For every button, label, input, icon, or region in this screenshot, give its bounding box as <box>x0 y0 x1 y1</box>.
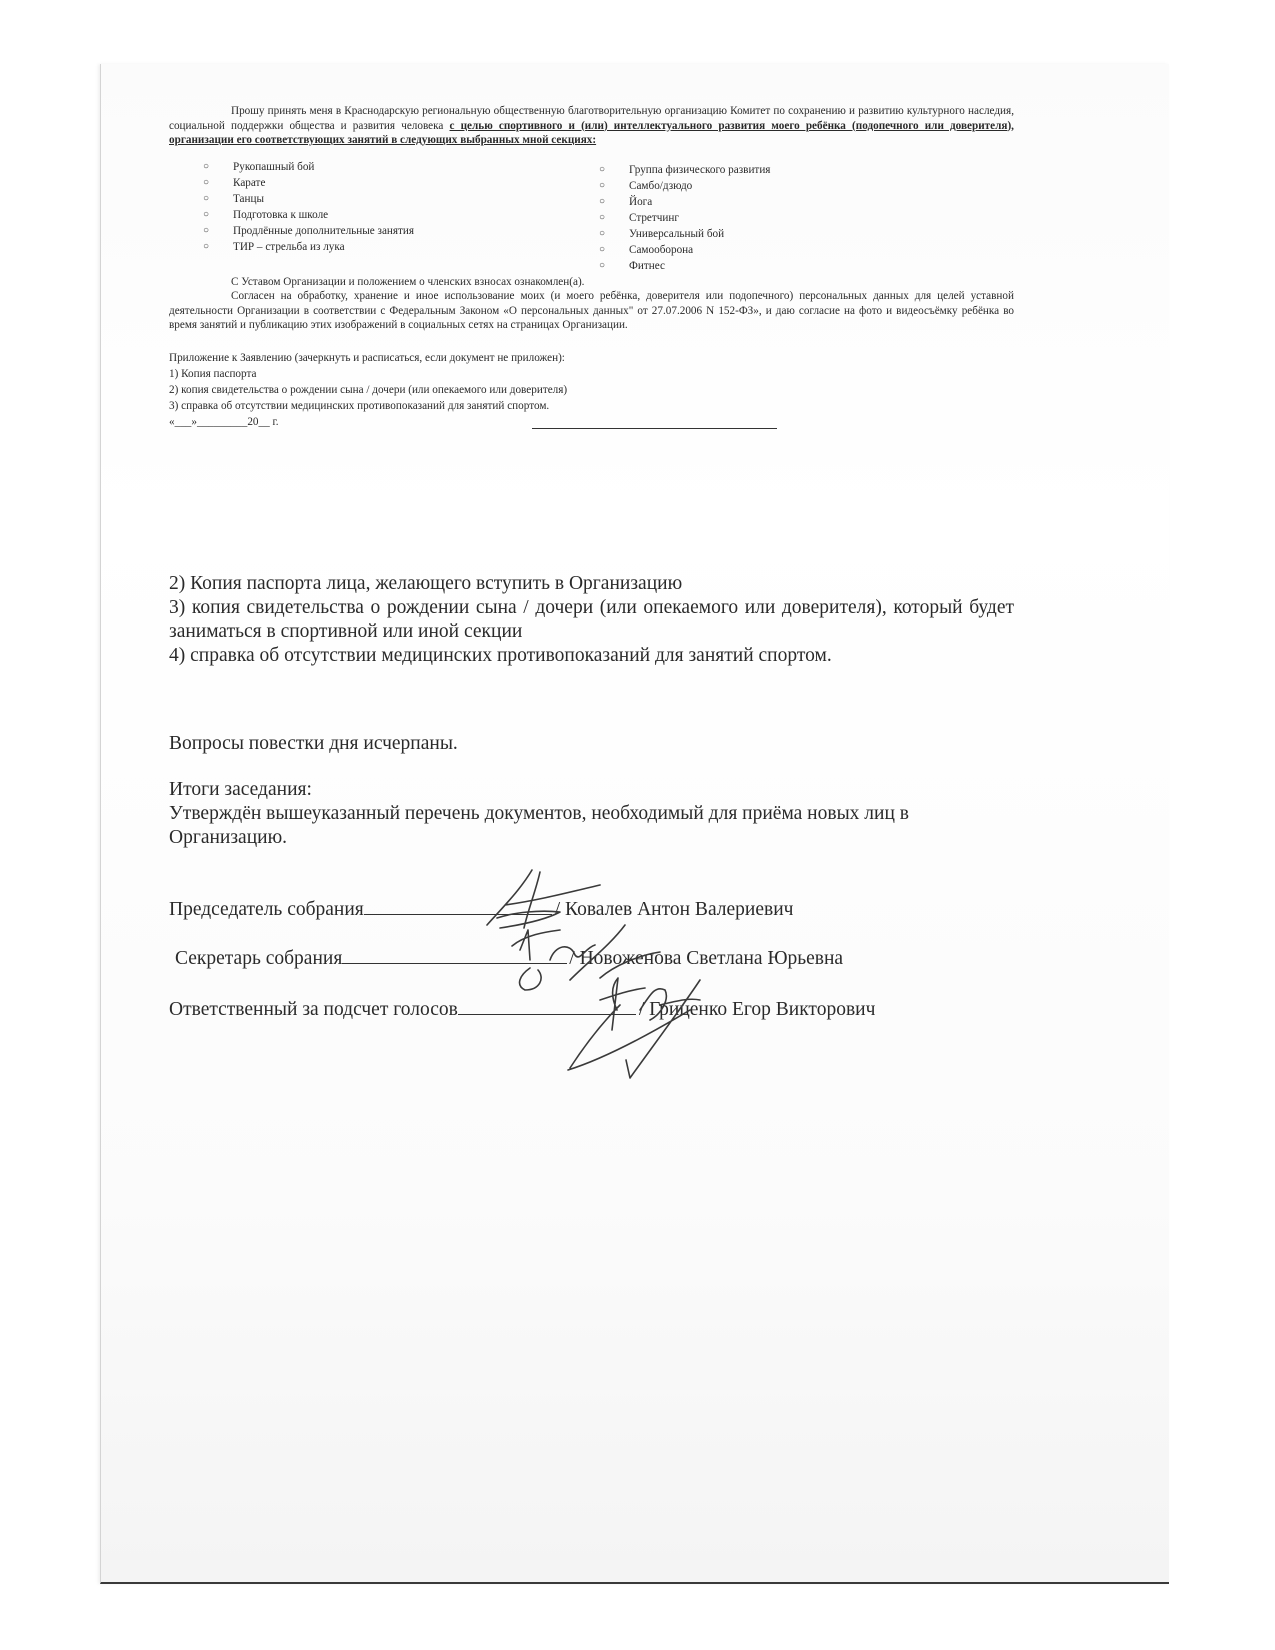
application-intro-underlined: с целью спортивного и (или) интеллектуального развития моего ребёнка (подопечного или доверителя), организации его соответствующих занятий в следующих выбранных мной секциях: <box>169 119 1014 146</box>
application-intro <box>169 104 1014 148</box>
list-item <box>599 242 770 258</box>
circle-bullet-icon: ○ <box>599 179 606 191</box>
circle-bullet-icon: ○ <box>203 160 210 172</box>
circle-bullet-icon: ○ <box>599 243 606 255</box>
circle-bullet-icon: ○ <box>203 192 210 204</box>
section-name: Продлённые дополнительные занятия <box>233 224 415 237</box>
section-name: Универсальный бой <box>629 227 725 240</box>
circle-bullet-icon: ○ <box>599 195 606 207</box>
personal-data-consent: Согласен на обработку, хранение и иное использование моих (и моего ребёнка, доверителя или подопечного) персональных данных для целей уставной деятельности Организации в соответствии с Федеральным Законом «О персональных данных" от 27.07.2006 N 152-ФЗ», и даю согласие на фото и видеосъёмку ребёнка во время занятий и публикацию этих изображений в социальных сетях на страницах Организации. <box>169 290 1014 331</box>
circle-bullet-icon: ○ <box>203 176 210 188</box>
list-item <box>599 226 770 242</box>
documents-list <box>169 572 1014 668</box>
section-name: ТИР – стрельба из лука <box>233 240 345 253</box>
list-item <box>203 159 599 175</box>
list-item <box>599 162 770 178</box>
circle-bullet-icon: ○ <box>599 211 606 223</box>
circle-bullet-icon: ○ <box>599 227 606 239</box>
circle-bullet-icon: ○ <box>203 208 210 220</box>
signature-line <box>342 945 567 964</box>
list-item <box>203 191 599 207</box>
applicant-signature-line <box>532 428 777 429</box>
signature-line <box>364 896 552 915</box>
document-item: 2) Копия паспорта лица, желающего вступить в Организацию <box>169 573 683 594</box>
results-heading: Итоги заседания: <box>169 779 312 800</box>
list-item <box>599 258 770 274</box>
section-name: Стретчинг <box>629 211 679 224</box>
signatory-name: / Ковалев Антон Валериевич <box>554 899 794 920</box>
sections-lists <box>169 159 1014 271</box>
list-item <box>599 194 770 210</box>
signature-row-counter <box>169 996 875 1022</box>
section-name: Самооборона <box>629 243 694 256</box>
signature-row-chairman <box>169 896 793 922</box>
agenda-closed: Вопросы повестки дня исчерпаны. <box>169 733 458 754</box>
results-text: Утверждён вышеуказанный перечень документов, необходимый для приёма новых лиц в Организацию. <box>169 803 909 848</box>
signatory-role: Ответственный за подсчет голосов <box>169 999 458 1020</box>
annex-item: 3) справка об отсутствии медицинских противопоказаний для занятий спортом. <box>169 399 550 412</box>
section-name: Карате <box>233 176 266 189</box>
charter-acknowledgement: С Уставом Организации и положением о членских взносах ознакомлен(а). <box>231 275 585 288</box>
section-name: Рукопашный бой <box>233 160 315 173</box>
signatory-role: Председатель собрания <box>169 899 364 920</box>
list-item <box>203 175 599 191</box>
application-form-excerpt <box>169 104 1014 430</box>
signatory-name: / Новоженова Светлана Юрьевна <box>569 948 844 969</box>
signatory-name: / Гриценко Егор Викторович <box>638 999 876 1020</box>
signature-line <box>458 996 636 1015</box>
section-name: Йога <box>629 195 653 208</box>
meeting-results <box>169 778 1014 850</box>
section-name: Самбо/дзюдо <box>629 179 693 192</box>
sections-list-left <box>203 159 599 271</box>
annex-item: 2) копия свидетельства о рождении сына / дочери (или опекаемого или доверителя) <box>169 383 568 396</box>
list-item <box>599 210 770 226</box>
date-placeholder: «___»_________20__ г. <box>169 415 279 428</box>
list-item <box>599 178 770 194</box>
circle-bullet-icon: ○ <box>203 224 210 236</box>
annex-item: 1) Копия паспорта <box>169 367 257 380</box>
list-item <box>203 239 599 255</box>
annex-block <box>169 350 1014 430</box>
annex-title: Приложение к Заявлению (зачеркнуть и расписаться, если документ не приложен): <box>169 351 565 364</box>
list-item <box>203 223 599 239</box>
section-name: Группа физического развития <box>629 163 771 176</box>
list-item <box>203 207 599 223</box>
circle-bullet-icon: ○ <box>599 163 606 175</box>
sections-list-right <box>599 162 770 271</box>
application-intro-text: Прошу принять меня в Краснодарскую региональную общественную благотворительную организацию Комитет по сохранению и развитию культурного наследия, социальной поддержки общества и развития человека <box>169 105 1014 132</box>
date-line <box>169 414 1014 430</box>
section-name: Фитнес <box>629 259 665 272</box>
circle-bullet-icon: ○ <box>599 259 606 271</box>
document-item: 4) справка об отсутствии медицинских противопоказаний для занятий спортом. <box>169 645 832 666</box>
circle-bullet-icon: ○ <box>203 240 210 252</box>
signature-row-secretary <box>175 945 843 971</box>
signatory-role: Секретарь собрания <box>175 948 343 969</box>
document-item: 3) копия свидетельства о рождении сына / дочери (или опекаемого или доверителя), который будет заниматься в спортивной или иной секции <box>169 597 1014 642</box>
section-name: Подготовка к школе <box>233 208 329 221</box>
section-name: Танцы <box>233 192 265 205</box>
